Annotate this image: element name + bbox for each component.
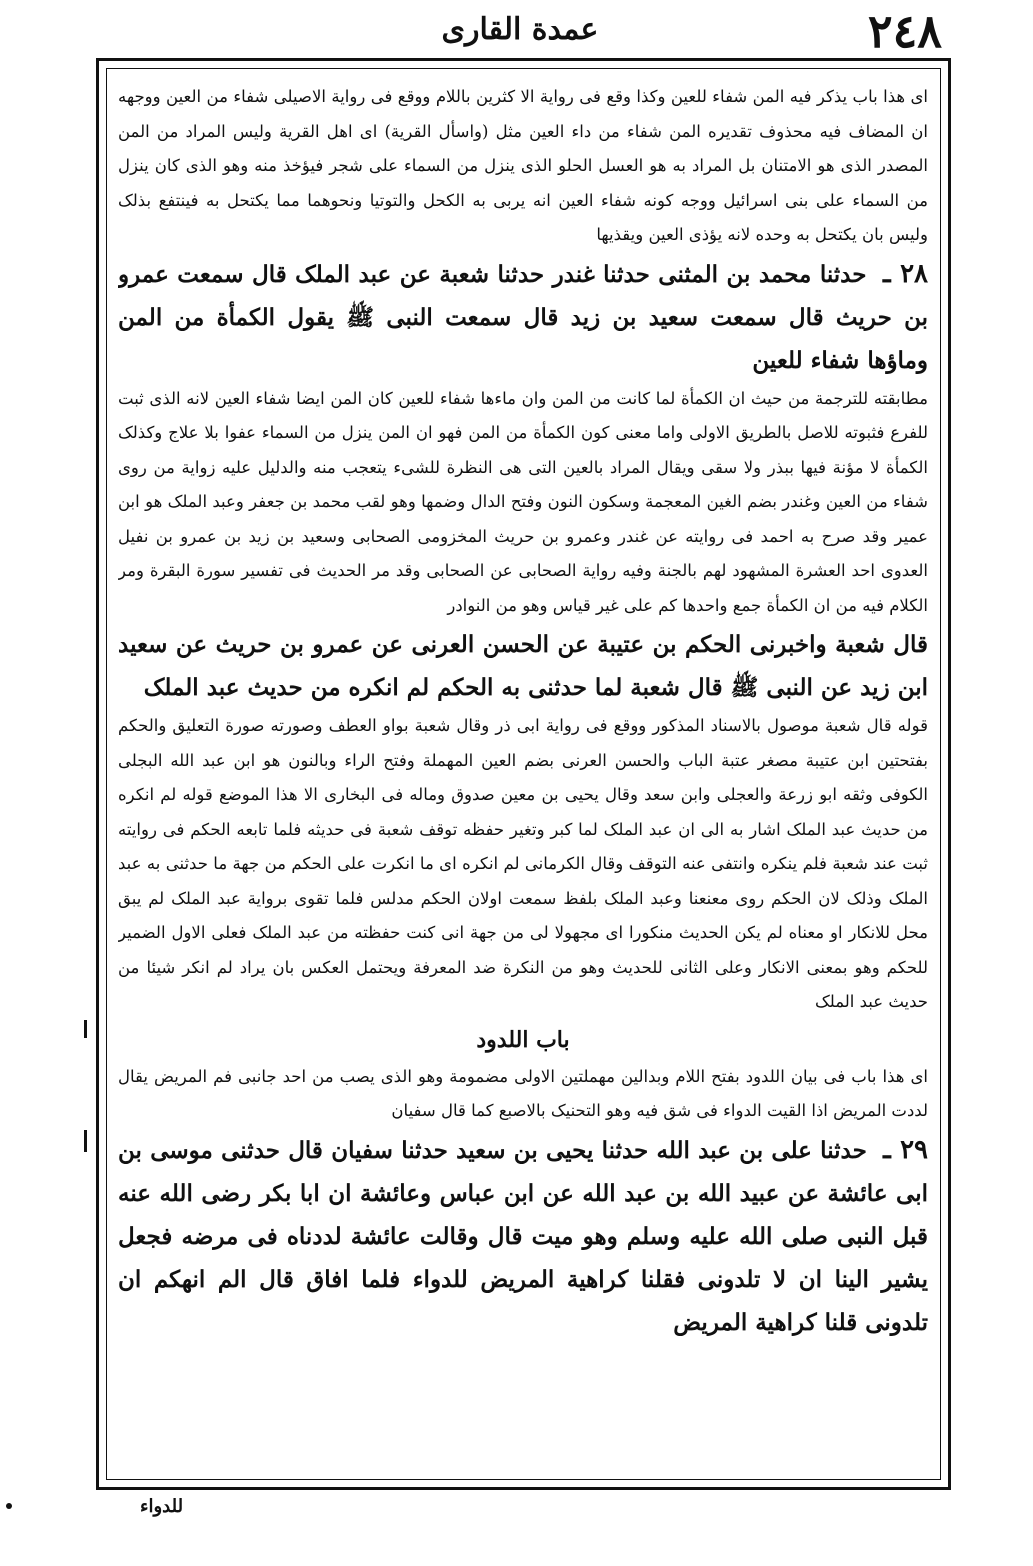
hadith-28 (118, 253, 928, 382)
commentary-paragraph-2: مطابقته للترجمة من حیث ان الکمأة لما کانت من المن وان ماءها شفاء للعین کان المن ایضا شفاء العین لانه الذی ثبت للفرع فثبوته للاصل بالطریق الاولی واما معنی کون الکمأة من المن فهو ان المن ینزل من السماء عفوا بلا علاج وکذلک الکمأة لا مؤنة فیها ببذر ولا سقی ویقال المراد بالعین التی هی النظرة للشیء یتعجب منه والدلیل علیه زوایة من روی شفاء من العین وغندر بضم الغین المعجمة وسکون النون وفتح الدال وضمها وهو لقب محمد بن جعفر وعبد الملک هو ابن عمیر وقد صرح به احمد فی روایته عن غندر وعمرو بن حریث المخزومی الصحابی وسعید بن زید بن عمرو بن نفیل العدوی احد العشرة المشهود لهم بالجنة وفیه روایة الصحابی عن الصحابی وقد مر الحدیث فی تفسیر سورة البقرة ومر الکلام فیه من ان الکمأة جمع واحدها کم علی غیر قیاس وهو من النوادر (118, 388, 928, 615)
margin-mark (84, 1020, 87, 1038)
commentary-paragraph-1: ای هذا باب یذکر فیه المن شفاء للعین وکذا وقع فی روایة الا کثرین باللام ووقع فی روایة الاصیلی شفاء من العین ووجهه ان المضاف فیه محذوف تقدیره المن شفاء من داء العین مثل (واسأل القریة) ای اهل القریة ولیس المراد من المن المصدر الذی هو الامتنان بل المراد به هو العسل الحلو الذی ینزل من السماء علی شجر فیؤخذ منه وهو الذی کان ینزل من السماء علی بنی اسرائیل ووجه کونه شفاء العین انه یربی به الکحل والتوتیا ونحوهما مما یکتحل به فینتفع بذلک ولیس بان یکتحل به وحده لانه یؤذی العین ویقذیها (118, 87, 928, 244)
hadith-text: قال شعبة واخبرنی الحکم بن عتیبة عن الحسن العرنی عن عمرو بن حریث عن سعید ابن زید عن النبی ﷺ قال شعبة لما حدثنی به الحکم لم انکره من حدیث عبد الملک (118, 631, 928, 701)
page-body (118, 80, 928, 1475)
hadith-text: حدثنا محمد بن المثنی حدثنا غندر حدثنا شعبة عن عبد الملک قال سمعت عمرو بن حریث قال سمعت سعید بن زید قال سمعت النبی ﷺ یقول الکمأة من المن وماؤها شفاء للعین (118, 260, 928, 374)
hadith-number: ٢٨ ـ (882, 258, 928, 289)
margin-dot (6, 1503, 12, 1509)
hadith-text: حدثنا علی بن عبد الله حدثنا یحیی بن سعید حدثنا سفیان قال حدثنی موسی بن ابی عائشة عن عبید الله بن عبد الله عن ابن عباس وعائشة ان ابا بکر رضی الله عنه قبل النبی صلی الله علیه وسلم وهو میت قال وقالت عائشة لددناه فی مرضه فجعل یشیر الینا ان لا تلدونی فقلنا کراهیة المریض للدواء فلما افاق قال الم انهکم ان تلدونی قلنا کراهیة المریض (118, 1136, 928, 1336)
commentary-paragraph-4: ای هذا باب فی بیان اللدود بفتح اللام وبدالین مهملتین الاولی مضمومة وهو الذی یصب من احد جانبی فم المریض یقال لددت المریض اذا القیت الدواء فی شق فیه وهو التحنیک بالاصبع کما قال سفیان (118, 1066, 928, 1120)
margin-mark (84, 1130, 87, 1152)
footer-catchword: للدواء (140, 1496, 184, 1517)
hadith-number: ٢٩ ـ (883, 1134, 928, 1165)
page-number: ٢٤٨ (867, 4, 942, 58)
page-header (0, 0, 1033, 62)
hadith-29 (118, 1129, 928, 1344)
book-title: عمدة القاری (441, 12, 599, 47)
chapter-heading: باب اللدود (476, 1026, 570, 1053)
commentary-paragraph-3: قوله قال شعبة موصول بالاسناد المذکور ووقع فی روایة ابی ذر وقال شعبة بواو العطف وصورته صورة التعلیق والحکم بفتحتین ابن عتیبة مصغر عتبة الباب والحسن العرنی بضم العین المهملة وفتح الراء وبالنون هو ابن عبد الله البجلی الکوفی وثقه ابو زرعة والعجلی وابن سعد وقال یحیی بن معین صدوق وماله فی البخاری الا هذا الموضع قوله لم انکره من حدیث عبد الملک اشار به الی ان عبد الملک لما کبر وتغیر حفظه توقف شعبة فی حدیثه فلما تابعه الحکم فی روایته ثبت عند شعبة فلم ینکره وانتفی عنه التوقف وقال الکرمانی لم انکره ای ما انکرت علی الحکم من جهة ما حدثنی به عبد الملک وذلک لان الحکم روی معنعنا وعبد الملک بلفظ سمعت اولان الحکم مدلس فلما تقوی بروایة عبد الملک لم یبق محل للانکار او معناه لم یکن الحدیث منکورا ای مجهولا لی من جهة انی کنت حفظته من عبد الملک فعلی الاول الضمیر للحکم وهو بمعنی الانکار وعلی الثانی للحدیث وهو من النکرة ضد المعرفة ویحتمل العکس بان یراد لم انکر شیئا من حدیث عبد الملک (118, 716, 928, 1011)
hadith-28-continuation (118, 623, 928, 709)
